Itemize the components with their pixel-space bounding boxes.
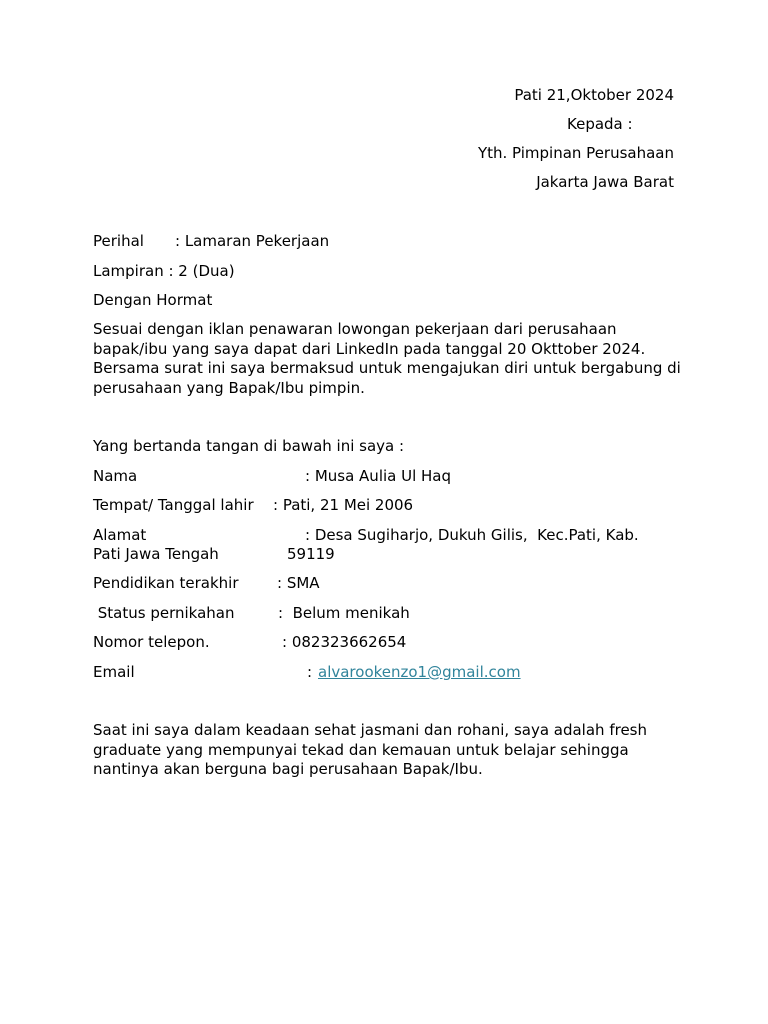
ttl-label: Tempat/ Tanggal lahir [93, 496, 254, 514]
telepon-value: : 082323662654 [282, 633, 407, 651]
alamat-value-1: : Desa Sugiharjo, Dukuh Gilis, Kec.Pati, Kab. [305, 526, 639, 544]
ttl-value: : Pati, 21 Mei 2006 [273, 496, 414, 514]
telepon-label: Nomor telepon. [93, 633, 210, 651]
recipient-location: Jakarta Jawa Barat [536, 173, 674, 191]
status-label: Status pernikahan [93, 604, 235, 622]
opening-paragraph: Sesuai dengan iklan penawaran lowongan pekerjaan dari perusahaan bapak/ibu yang saya dapat dari LinkedIn pada tanggal 20 Okttober 2024. Bersama surat ini saya bermaksud untuk mengajukan diri untuk bergabung di perusahaan yang Bapak/Ibu pimpin. [93, 320, 681, 397]
alamat-postcode: 59119 [287, 545, 335, 563]
recipient: Yth. Pimpinan Perusahaan [477, 144, 674, 162]
alamat-label: Alamat [93, 526, 147, 544]
nama-value: : Musa Aulia Ul Haq [305, 467, 452, 485]
alamat-value-2: Pati Jawa Tengah [93, 545, 219, 563]
intro-line: Yang bertanda tangan di bawah ini saya : [93, 437, 405, 455]
greeting: Dengan Hormat [93, 291, 213, 309]
to-label: Kepada : [567, 115, 633, 133]
email-label: Email [93, 663, 135, 681]
email-separator: : [307, 663, 313, 681]
place-date: Pati 21,Oktober 2024 [514, 86, 674, 104]
nama-label: Nama [93, 467, 138, 485]
lampiran: Lampiran : 2 (Dua) [93, 262, 235, 280]
closing-paragraph: Saat ini saya dalam keadaan sehat jasmani dan rohani, saya adalah fresh graduate yang mempunyai tekad dan kemauan untuk belajar sehingga nantinya akan berguna bagi perusahaan Bapak/Ibu. [93, 721, 647, 778]
email-link[interactable]: alvarookenzo1@gmail.com [318, 663, 521, 681]
status-value: : Belum menikah [278, 604, 410, 622]
perihal-value: : Lamaran Pekerjaan [175, 232, 330, 250]
pendidikan-label: Pendidikan terakhir [93, 574, 239, 592]
pendidikan-value: : SMA [277, 574, 320, 592]
perihal-label: Perihal [93, 232, 144, 250]
